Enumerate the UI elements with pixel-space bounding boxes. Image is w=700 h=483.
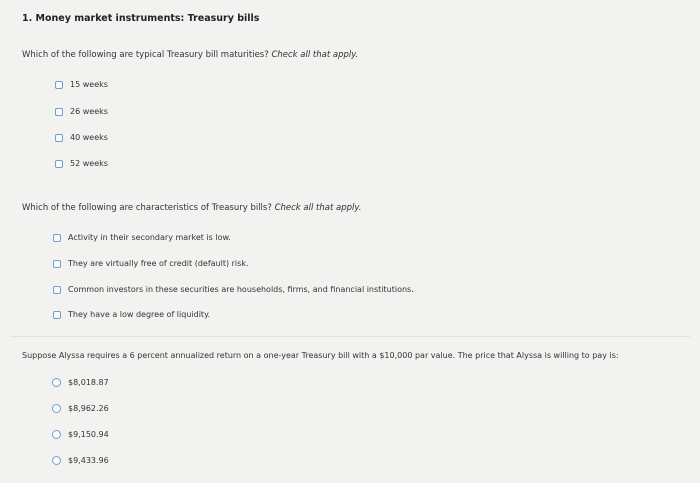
q1-option-40-weeks[interactable]: [55, 133, 108, 142]
radio-button[interactable]: [52, 378, 61, 387]
q2-option-liquidity[interactable]: [53, 310, 210, 319]
section-divider: [10, 336, 690, 337]
option-label: 15 weeks: [70, 80, 108, 89]
checkbox[interactable]: [55, 160, 63, 168]
q3-option-9150-94[interactable]: [52, 430, 109, 439]
question-2-text: Which of the following are characteristics of Treasury bills?: [22, 203, 275, 213]
q2-option-credit-risk[interactable]: [53, 259, 249, 268]
checkbox[interactable]: [53, 234, 61, 242]
option-label: $9,433.96: [68, 456, 109, 465]
question-1-instruction: Check all that apply.: [271, 50, 359, 60]
q1-option-26-weeks[interactable]: [55, 107, 108, 116]
q3-option-8018-87[interactable]: [52, 378, 109, 387]
q2-option-common-investors[interactable]: [53, 285, 414, 294]
option-label: $8,962.26: [68, 404, 109, 413]
option-label: They have a low degree of liquidity.: [68, 310, 211, 319]
q3-option-9433-96[interactable]: [52, 456, 109, 465]
radio-button[interactable]: [52, 456, 61, 465]
q1-option-52-weeks[interactable]: [55, 159, 108, 168]
checkbox[interactable]: [55, 81, 63, 89]
checkbox[interactable]: [55, 134, 63, 142]
checkbox[interactable]: [55, 108, 63, 116]
option-label: 26 weeks: [70, 107, 108, 116]
question-3-prompt: Suppose Alyssa requires a 6 percent annualized return on a one-year Treasury bill with a $10,000 par value. The price that Alyssa is willing to pay is:: [22, 351, 619, 360]
radio-button[interactable]: [52, 404, 61, 413]
option-label: Common investors in these securities are households, firms, and financial institutions.: [68, 285, 414, 294]
q2-option-secondary-market[interactable]: [53, 233, 231, 242]
q3-option-8962-26[interactable]: [52, 404, 109, 413]
option-label: They are virtually free of credit (default) risk.: [68, 259, 249, 268]
option-label: 40 weeks: [70, 133, 108, 142]
question-2-instruction: Check all that apply.: [274, 203, 362, 213]
option-label: Activity in their secondary market is low.: [68, 233, 231, 242]
checkbox[interactable]: [53, 260, 61, 268]
checkbox[interactable]: [53, 311, 61, 319]
option-label: 52 weeks: [70, 159, 108, 168]
page-title: 1. Money market instruments: Treasury bills: [22, 13, 260, 24]
question-1-prompt: [22, 50, 358, 60]
question-2-prompt: [22, 203, 361, 213]
radio-button[interactable]: [52, 430, 61, 439]
option-label: $8,018.87: [68, 378, 109, 387]
option-label: $9,150.94: [68, 430, 109, 439]
question-1-text: Which of the following are typical Treasury bill maturities?: [22, 50, 272, 60]
checkbox[interactable]: [53, 286, 61, 294]
q1-option-15-weeks[interactable]: [55, 80, 108, 89]
